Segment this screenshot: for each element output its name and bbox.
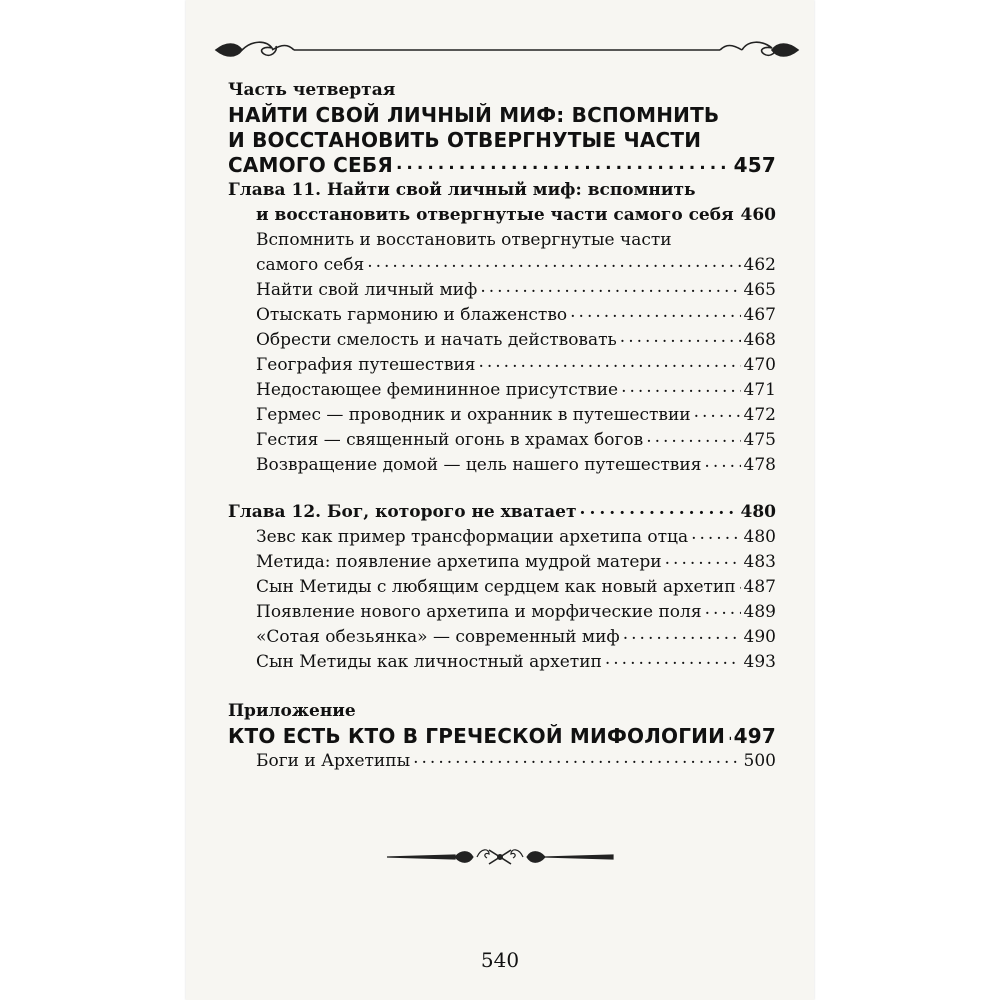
part-label: Часть четвертая (228, 80, 396, 100)
toc-entry[interactable]: Сын Метиды с любящим сердцем как новый архетип ..... 487 (228, 575, 776, 600)
toc-entry-line[interactable]: Вспомнить и восстановить отвергнутые части (256, 230, 672, 250)
appendix-title-entry[interactable]: КТО ЕСТЬ КТО В ГРЕЧЕСКОЙ МИФОЛОГИИ ..... 497 (228, 724, 776, 749)
leader-dots (646, 431, 740, 445)
chapter-11-title-line[interactable]: Глава 11. Найти свой личный миф: вспомнить (228, 180, 696, 200)
toc-entry[interactable]: «Сотая обезьянка» — современный миф ..... 490 (228, 625, 776, 650)
page-ref: 480 (740, 502, 776, 522)
leader-dots (705, 603, 741, 617)
leader-dots (694, 406, 741, 420)
table-of-contents (228, 78, 776, 774)
leader-dots (737, 206, 738, 220)
leader-dots (739, 578, 741, 592)
part-title-line: НАЙТИ СВОЙ ЛИЧНЫЙ МИФ: ВСПОМНИТЬ (228, 103, 720, 127)
toc-entry[interactable]: Недостающее фемининное присутствие ..... 471 (228, 378, 776, 403)
leader-dots (413, 752, 740, 766)
page-ref: 467 (743, 305, 776, 325)
toc-entry[interactable]: Метида: появление архетипа мудрой матери ..... 483 (228, 550, 776, 575)
toc-entry[interactable]: География путешествия ..... 470 (228, 353, 776, 378)
page-ref: 475 (743, 430, 776, 450)
leader-dots (704, 456, 740, 470)
leader-dots (620, 331, 741, 345)
page-number: 540 (480, 948, 520, 972)
leader-dots (580, 503, 738, 517)
page-ref: 487 (743, 577, 776, 597)
leader-dots (621, 381, 740, 395)
page-ref: 500 (743, 751, 776, 771)
part-title-entry[interactable]: САМОГО СЕБЯ ..... 457 (228, 153, 776, 178)
leader-dots (396, 158, 731, 172)
leader-dots (665, 553, 741, 567)
chapter-11-entry[interactable]: и восстановить отвергнутые части самого себя ..... 460 (228, 203, 776, 228)
appendix-label: Приложение (228, 701, 356, 721)
part-title-line: И ВОССТАНОВИТЬ ОТВЕРГНУТЫЕ ЧАСТИ (228, 128, 702, 152)
leader-dots (367, 256, 740, 270)
toc-entry[interactable]: Отыскать гармонию и блаженство ..... 467 (228, 303, 776, 328)
page-ref: 497 (733, 724, 776, 748)
page-ref: 460 (740, 205, 776, 225)
page-ref: 483 (743, 552, 776, 572)
spacer (228, 675, 776, 699)
chapter-12-entry[interactable]: Глава 12. Бог, которого не хватает ..... 480 (228, 500, 776, 525)
page-ref: 471 (743, 380, 776, 400)
toc-entry[interactable]: Зевс как пример трансформации архетипа отца ..... 480 (228, 525, 776, 550)
top-flourish-ornament (212, 38, 802, 62)
leader-dots (623, 628, 741, 642)
page-ref: 480 (743, 527, 776, 547)
spacer (228, 478, 776, 500)
page-ref: 457 (733, 153, 776, 177)
toc-entry[interactable]: Гестия — священный огонь в храмах богов ..... 475 (228, 428, 776, 453)
toc-entry[interactable]: Найти свой личный миф ..... 465 (228, 278, 776, 303)
leader-dots (605, 653, 741, 667)
page-ref: 478 (743, 455, 776, 475)
page-ref: 493 (743, 652, 776, 672)
bottom-flourish-ornament (385, 844, 615, 870)
toc-entry[interactable]: Обрести смелость и начать действовать ..... 468 (228, 328, 776, 353)
leader-dots (478, 356, 740, 370)
toc-entry[interactable]: Боги и Архетипы ..... 500 (228, 749, 776, 774)
page-ref: 470 (743, 355, 776, 375)
page-ref: 490 (743, 627, 776, 647)
page-ref: 468 (743, 330, 776, 350)
page-ref: 462 (743, 255, 776, 275)
page-ref: 472 (743, 405, 776, 425)
toc-entry[interactable]: самого себя ..... 462 (228, 253, 776, 278)
toc-entry[interactable]: Сын Метиды как личностный архетип ..... 493 (228, 650, 776, 675)
leader-dots (570, 306, 740, 320)
leader-dots (691, 528, 740, 542)
page-ref: 465 (743, 280, 776, 300)
leader-dots (728, 729, 731, 743)
toc-entry[interactable]: Гермес — проводник и охранник в путешествии ..... 472 (228, 403, 776, 428)
page-ref: 489 (743, 602, 776, 622)
leader-dots (480, 281, 740, 295)
toc-entry[interactable]: Возвращение домой — цель нашего путешествия ..... 478 (228, 453, 776, 478)
toc-entry[interactable]: Появление нового архетипа и морфические поля ..... 489 (228, 600, 776, 625)
